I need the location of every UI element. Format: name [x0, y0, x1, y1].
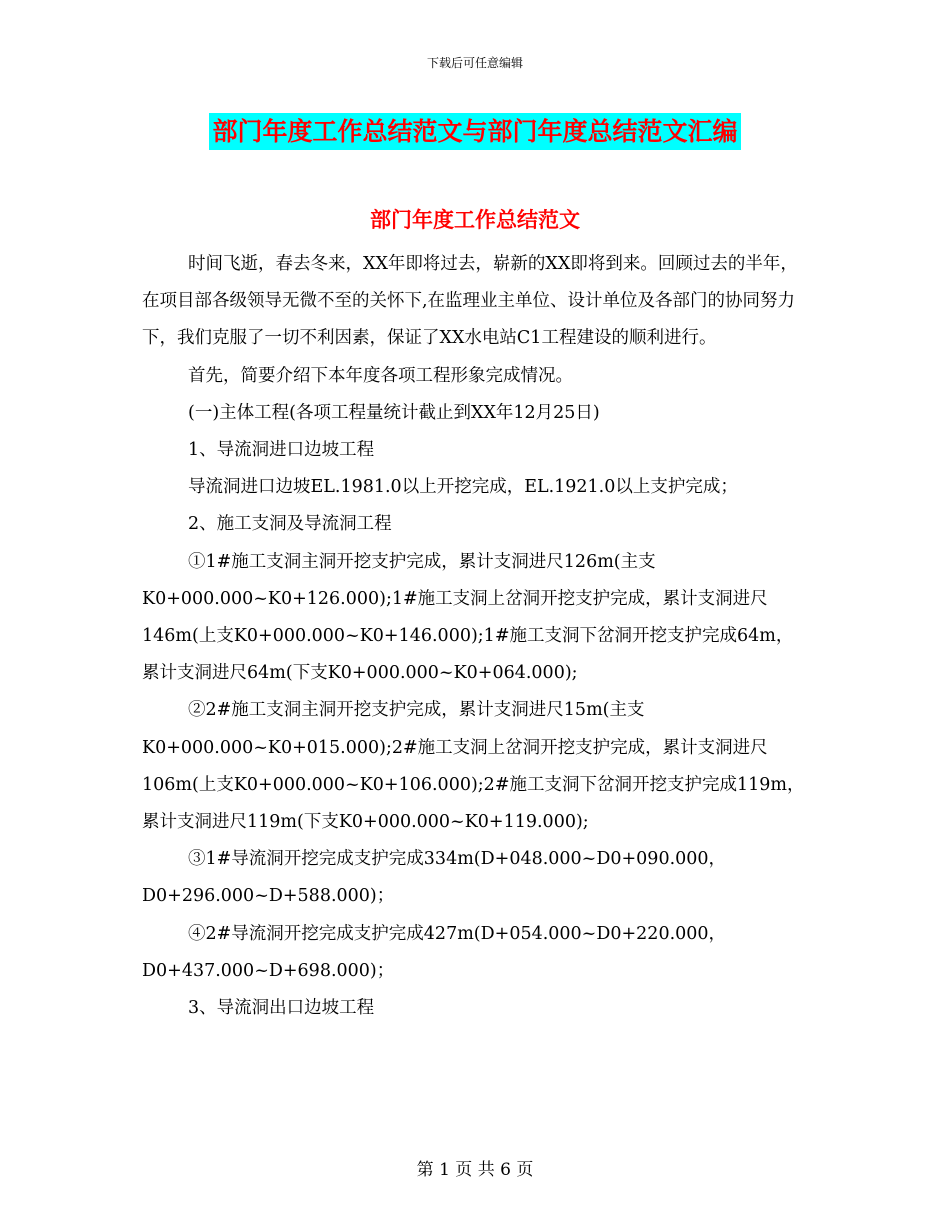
paragraph-adit-1: ①1#施工支洞主洞开挖支护完成，累计支洞进尺126m(主支K0+000.000~K0+126.000);1#施工支洞上岔洞开挖支护完成，累计支洞进尺146m(上支K0+000.000~K0+146.000);1#施工支洞下岔洞开挖支护完成64m，累计支洞进尺64m(下支K0+000.000~K0+064.000); — [142, 551, 794, 684]
heading-inlet-slope: 1、导流洞进口边坡工程 — [188, 440, 375, 461]
heading-outlet-slope: 3、导流洞出口边坡工程 — [188, 998, 375, 1019]
document-title — [0, 112, 950, 148]
paragraph-inlet-slope: 导流洞进口边坡EL.1981.0以上开挖完成，EL.1921.0以上支护完成； — [188, 477, 738, 498]
document-body — [142, 246, 807, 1027]
page-footer: 第 1 页 共 6 页 — [416, 1160, 534, 1180]
section-title: 部门年度工作总结范文 — [370, 207, 580, 232]
header-note: 下载后可任意编辑 — [426, 56, 523, 70]
paragraph-tunnel-1: ③1#导流洞开挖完成支护完成334m(D+048.000~D0+090.000，D0+296.000~D+588.000)； — [142, 849, 727, 907]
heading-adit-tunnel: 2、施工支洞及导流洞工程 — [188, 514, 392, 535]
heading-main-works: (一)主体工程(各项工程量统计截止到XX年12月25日) — [188, 402, 600, 423]
paragraph-overview: 首先，简要介绍下本年度各项工程形象完成情况。 — [188, 365, 573, 386]
paragraph-tunnel-2: ④2#导流洞开挖完成支护完成427m(D+054.000~D0+220.000，D0+437.000~D+698.000)； — [142, 923, 727, 981]
paragraph-adit-2: ②2#施工支洞主洞开挖支护完成，累计支洞进尺15m(主支K0+000.000~K0+015.000);2#施工支洞上岔洞开挖支护完成，累计支洞进尺106m(上支K0+000.000~K0+106.000);2#施工支洞下岔洞开挖支护完成119m，累计支洞进尺119m(下支K0+000.000~K0+119.000); — [142, 700, 805, 833]
document-title-text: 部门年度工作总结范文与部门年度总结范文汇编 — [209, 113, 740, 150]
paragraph-intro: 时间飞逝，春去冬来，XX年即将过去，崭新的XX即将到来。回顾过去的半年，在项目部各级领导无微不至的关怀下,在监理业主单位、设计单位及各部门的协同努力下，我们克服了一切不利因素，保证了XX水电站C1工程建设的顺利进行。 — [142, 254, 798, 349]
